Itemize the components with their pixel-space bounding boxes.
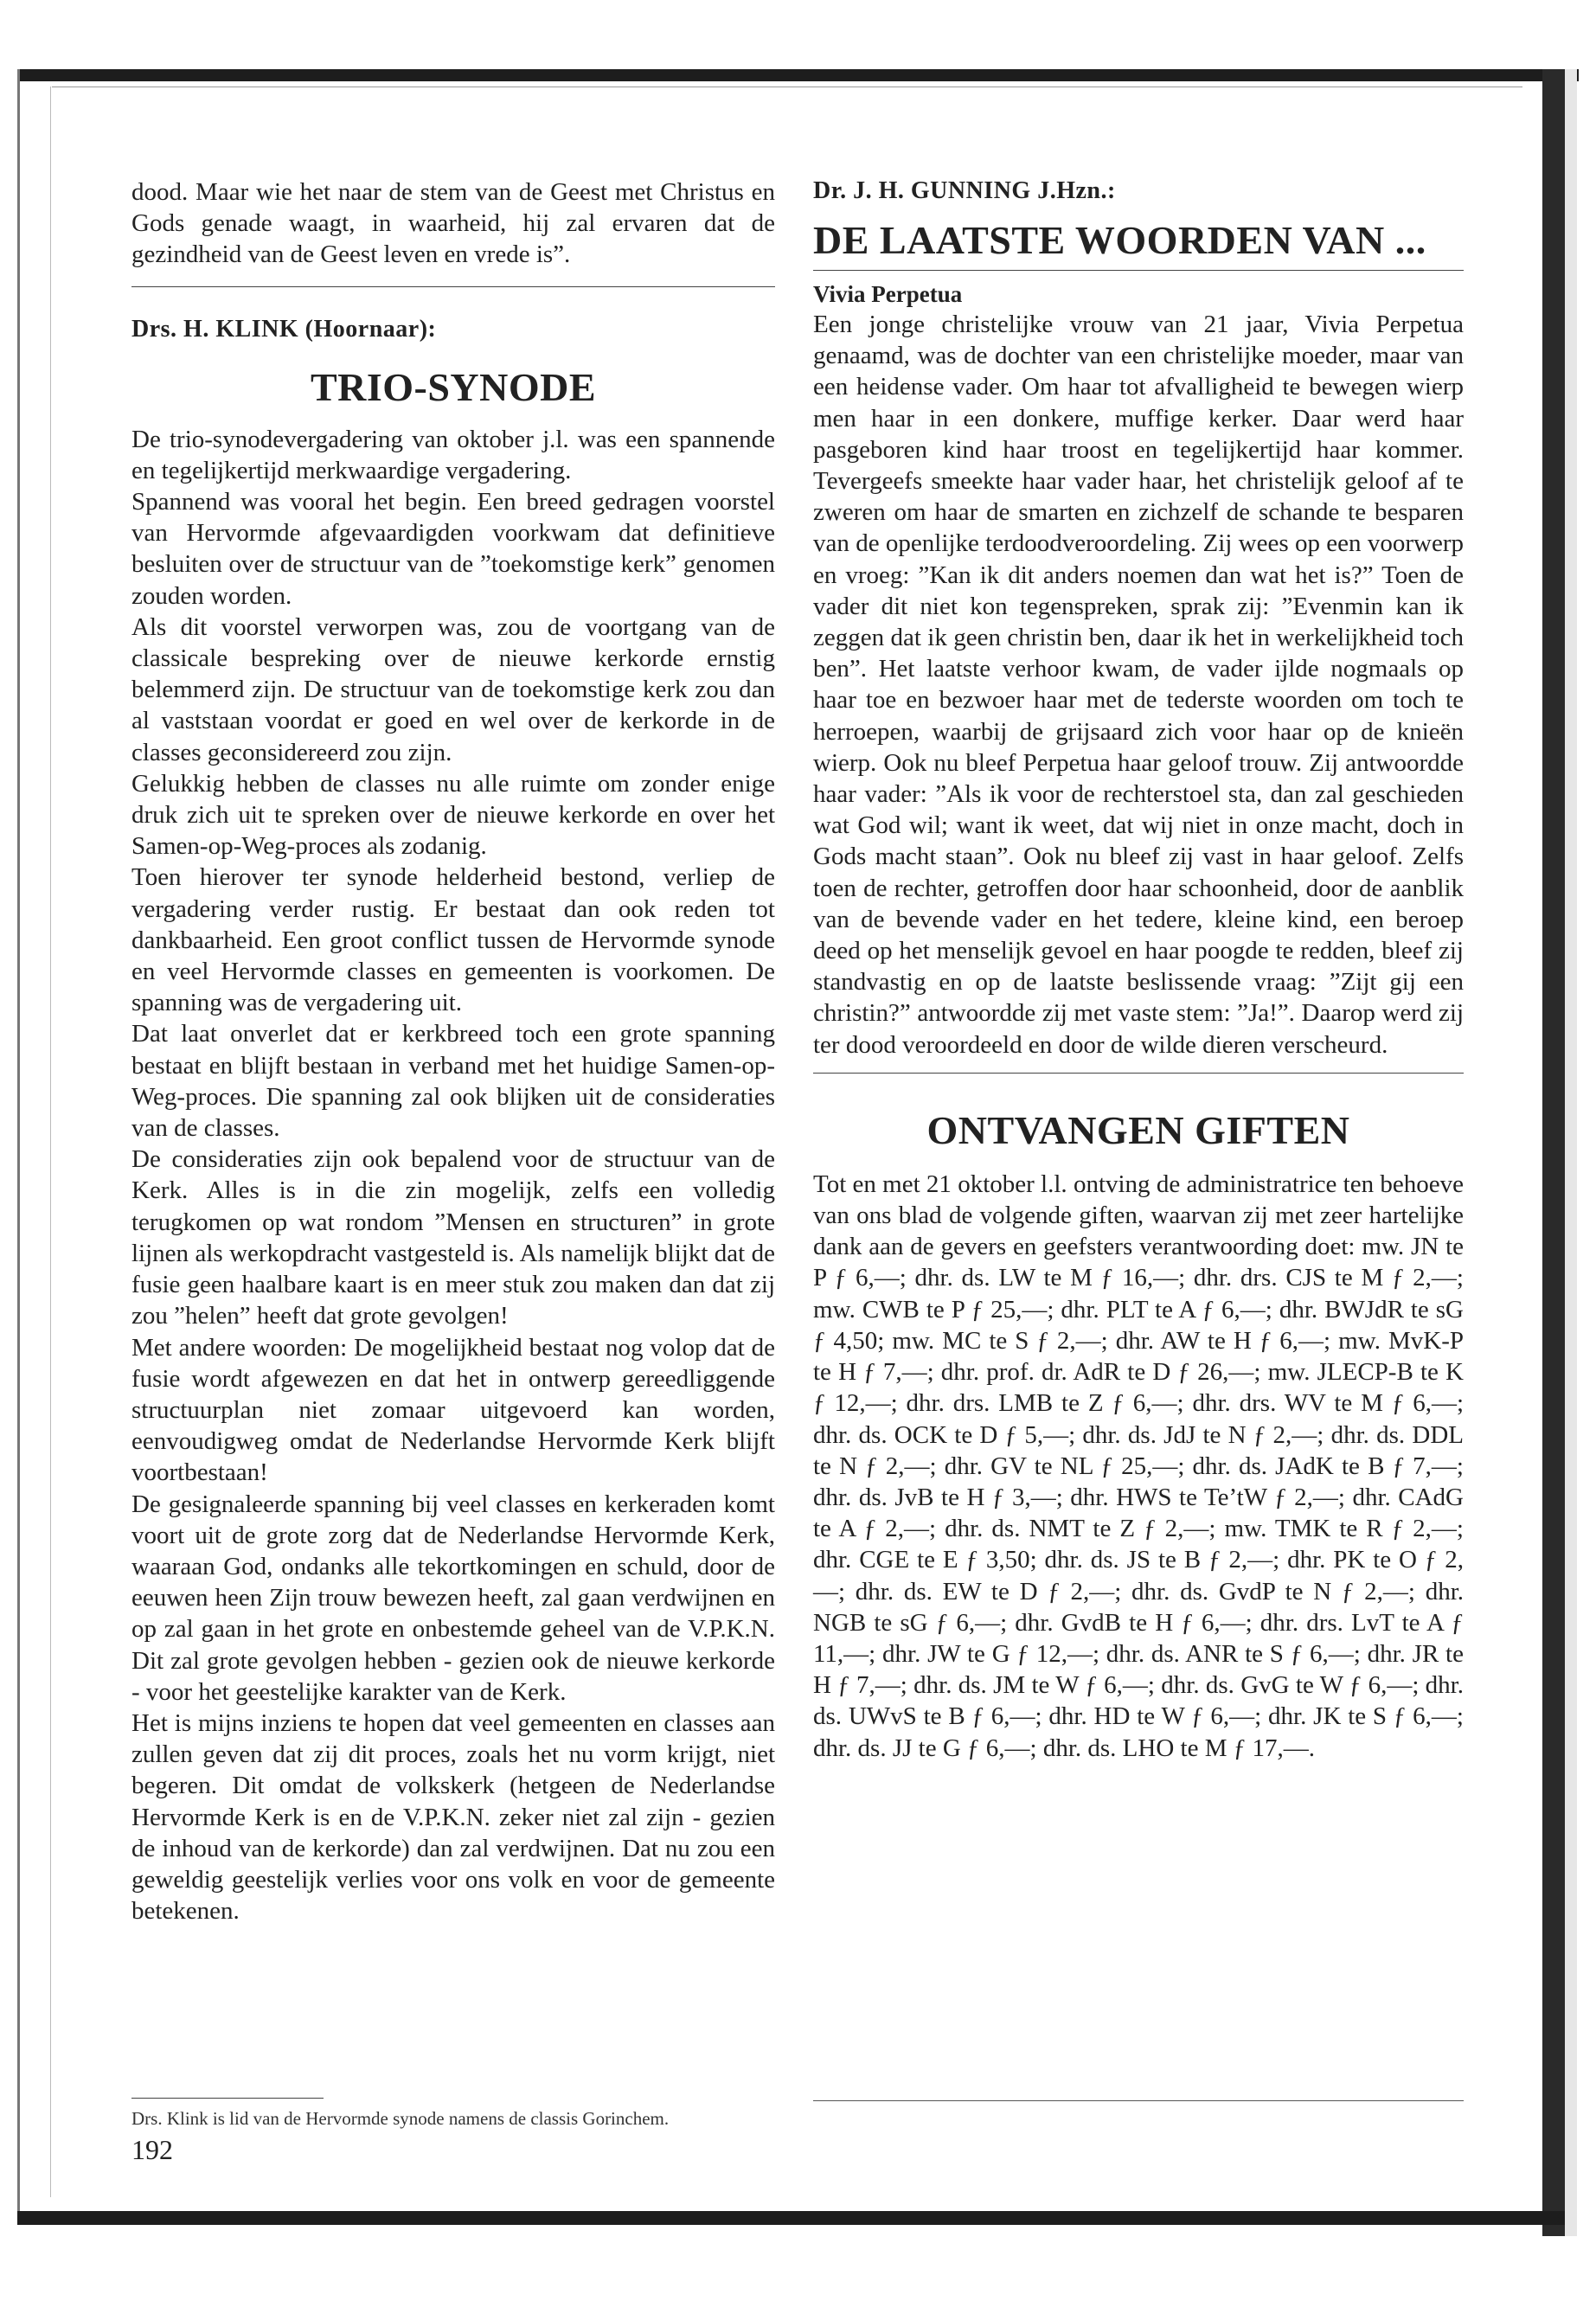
- scan-border-right-edge: [1565, 69, 1577, 2236]
- footnote: Drs. Klink is lid van de Hervormde synode namens de classis Gorinchem.: [131, 2108, 670, 2129]
- section-divider: [131, 286, 775, 287]
- article-title: DE LAATSTE WOORDEN VAN ...: [813, 218, 1426, 262]
- paragraph: Toen hierover ter synode helderheid bestond, verliep de vergadering verder rustig. Er bestaat dan ook reden tot dankbaarheid. Een groot conflict tussen de Hervormde synode en veel Hervormde classes en gemeenten is voorkomen. De spanning was de vergadering uit.: [131, 863, 775, 1017]
- article-body: Een jonge christelijke vrouw van 21 jaar, Vivia Perpetua genaamd, was de dochter van een christelijke moeder, maar van een heidense vader. Om haar tot afvalligheid te bewegen wierp men haar in een donkere, muffige kerker. Daar werd haar pasgeboren kind haar troost en tegelijkertijd haar kommer. Tevergeefs smeekte haar vader haar, het christelijk geloof af te zweren om haar de smarten en zichzelf de schande te besparen van de openlijke terdoodveroordeling. Zij wees op een voorwerp en vroeg: ”Kan ik dit anders noemen dan wat het is?” Toen de vader dit niet kon tegenspreken, sprak zij: ”Evenmin kan ik zeggen dat ik geen christin ben, daar ik het in werkelijkheid toch ben”. Het laatste verhoor kwam, de vader ijlde nogmaals op haar toe en bezwoer haar met de tederste woorden om toch te herroepen, waarbij de grijsaard zich voor haar op de knieën wierp. Ook nu bleef Perpetua haar geloof trouw. Zij antwoordde haar vader: ”Als ik voor de rechterstoel sta, dan zal geschieden wat God wil; want ik weet, dat wij niet in onze macht, doch in Gods macht staan”. Ook nu bleef zij vast in haar geloof. Zelfs toen de rechter, getroffen door haar schoonheid, door de aanblik van de bevende vader en het tedere, kleine kind, een beroep deed op het menselijk gevoel en haar poogde te redden, bleef zij standvastig en op de laatste beslissende vraag: ”Zijt gij een christin?” antwoordde zij met vaste stem: ”Ja!”. Daarop werd zij ter dood veroordeeld en door de wilde dieren verscheurd.: [813, 311, 1464, 1059]
- article-title: ONTVANGEN GIFTEN: [926, 1107, 1350, 1152]
- paragraph: Het is mijns inziens te hopen dat veel gemeenten en classes aan zullen geven dat zij dit proces, zoals het nu vorm krijgt, niet begeren. Dit omdat de volkskerk (hetgeen de Nederlandse Hervormde Kerk is en de V.P.K.N. zeker niet zal zijn - gezien de inhoud van de kerkorde) dan zal verdwijnen. Dat nu zou een geweldig geestelijk verlies voor ons volk en voor de gemeente betekenen.: [131, 1708, 775, 1926]
- scan-border-top: [17, 69, 1579, 81]
- section-divider: [813, 1073, 1464, 1074]
- footnote-divider: [131, 2098, 324, 2099]
- title-underline: [813, 270, 1464, 271]
- paragraph: Gelukkig hebben de classes nu alle ruimte om zonder enige druk zich uit te spreken over de nieuwe kerkorde en over het Samen-op-Weg-proces als zodanig.: [131, 769, 775, 861]
- paragraph: Spannend was vooral het begin. Een breed gedragen voorstel van Hervormde afgevaardigden voorkwam dat definitieve besluiten over de structuur van de ”toekomstige kerk” genomen zouden worden.: [131, 488, 775, 610]
- intro-paragraph: dood. Maar wie het naar de stem van de Geest met Christus en Gods genade waagt, in waarheid, hij zal ervaren dat de gezindheid van de Geest leven en vrede is”.: [131, 178, 775, 269]
- paragraph: De gesignaleerde spanning bij veel classes en kerkeraden komt voort uit de grote zorg dat de Nederlandse Hervormde Kerk, waaraan God, ondanks alle tekortkomingen en schuld, door de eeuwen heen Zijn trouw bewezen heeft, zal gaan verdwijnen en op zal gaan in het grote en onbestemde geheel van de V.P.K.N. Dit zal grote gevolgen hebben - gezien ook de nieuwe kerkorde - voor het geestelijke karakter van de Kerk.: [131, 1490, 775, 1706]
- right-column: [813, 176, 1464, 1764]
- paragraph: De consideraties zijn ook bepalend voor de structuur van de Kerk. Alles is in die zin mogelijk, zelfs een volledig terugkomen op wat rondom ”Mensen en structuren” in grote lijnen als werkopdracht vastgesteld is. Als namelijk blijkt dat de fusie geen haalbare kaart is en meer stuk zou maken dan dat zij zou ”helen” heeft dat grote gevolgen!: [131, 1145, 775, 1330]
- paragraph: De trio-synodevergadering van oktober j.l. was een spannende en tegelijkertijd merkwaardige vergadering.: [131, 425, 775, 484]
- left-column: [131, 176, 775, 1926]
- paragraph: Dat laat onverlet dat er kerkbreed toch een grote spanning bestaat en blijft bestaan in verband met het huidige Samen-op-Weg-proces. Die spanning zal ook blijken uit de consideraties van de classes.: [131, 1020, 775, 1143]
- scan-border-right: [1542, 69, 1565, 2236]
- column-end-rule: [813, 2100, 1464, 2101]
- donations-list: Tot en met 21 oktober l.l. ontving de administratrice ten behoeve van ons blad de volgende giften, waarvan zij met zeer hartelijke dank aan de gevers en geefsters verantwoording doet: mw. JN te P ƒ 6,—; dhr. ds. LW te M ƒ 16,—; dhr. drs. CJS te M ƒ 2,—; mw. CWB te P ƒ 25,—; dhr. PLT te A ƒ 6,—; dhr. BWJdR te sG ƒ 4,50; mw. MC te S ƒ 2,—; dhr. AW te H ƒ 6,—; mw. MvK-P te H ƒ 7,—; dhr. prof. dr. AdR te D ƒ 26,—; mw. JLECP-B te K ƒ 12,—; dhr. drs. LMB te Z ƒ 6,—; dhr. drs. WV te M ƒ 6,—; dhr. ds. OCK te D ƒ 5,—; dhr. ds. JdJ te N ƒ 2,—; dhr. ds. DDL te N ƒ 2,—; dhr. GV te NL ƒ 25,—; dhr. ds. JAdK te B ƒ 7,—; dhr. ds. JvB te H ƒ 3,—; dhr. HWS te Te’tW ƒ 2,—; dhr. CAdG te A ƒ 2,—; dhr. ds. NMT te Z ƒ 2,—; mw. TMK te R ƒ 2,—; dhr. CGE te E ƒ 3,50; dhr. ds. JS te B ƒ 2,—; dhr. PK te O ƒ 2,—; dhr. ds. EW te D ƒ 2,—; dhr. ds. GvdP te N ƒ 2,—; dhr. NGB te sG ƒ 6,—; dhr. GvdB te H ƒ 6,—; dhr. drs. LvT te A ƒ 11,—; dhr. JW te G ƒ 12,—; dhr. ds. ANR te S ƒ 6,—; dhr. JR te H ƒ 7,—; dhr. ds. JM te W ƒ 6,—; dhr. ds. GvG te W ƒ 6,—; dhr. ds. UWvS te B ƒ 6,—; dhr. HD te W ƒ 6,—; dhr. JK te S ƒ 6,—; dhr. ds. JJ te G ƒ 6,—; dhr. ds. LHO te M ƒ 17,—.: [813, 1170, 1464, 1762]
- page-edge-line-left: [50, 87, 51, 2197]
- paragraph: Met andere woorden: De mogelijkheid bestaat nog volop dat de fusie wordt afgewezen en dat het in ontwerp gereedliggende structuurplan niet zomaar uitgevoerd kan worden, eenvoudigweg omdat de Nederlandse Hervormde Kerk blijft voortbestaan!: [131, 1333, 775, 1487]
- paragraph: Als dit voorstel verworpen was, zou de voortgang van de classicale bespreking over de nieuwe kerkorde ernstig belemmerd zijn. De structuur van de toekomstige kerk zou dan al vaststaan voordat er goed en wel over de kerkorde in de classes geconsidereerd zou zijn.: [131, 612, 775, 766]
- article-author: Drs. H. KLINK (Hoornaar):: [131, 315, 437, 343]
- scan-border-bottom: [17, 2211, 1565, 2225]
- article-author: Dr. J. H. GUNNING J.Hzn.:: [813, 177, 1116, 204]
- page-number: 192: [131, 2134, 173, 2165]
- article-title: TRIO-SYNODE: [310, 364, 597, 409]
- scan-border-left: [17, 69, 20, 2223]
- article-subtitle: Vivia Perpetua: [813, 281, 963, 307]
